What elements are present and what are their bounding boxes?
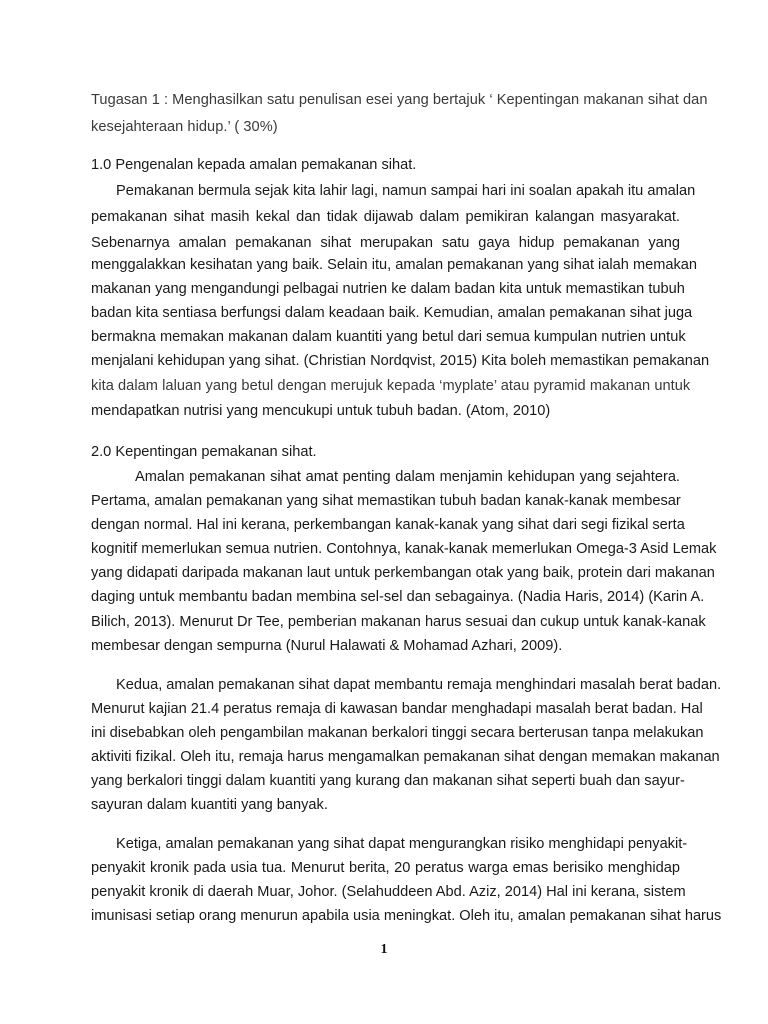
section2-para1-line: dengan normal. Hal ini kerana, perkembangan kanak-kanak yang sihat dari segi fizikal serta: [91, 517, 685, 533]
section2-para3-line: Ketiga, amalan pemakanan yang sihat dapat mengurangkan risiko menghidapi penyakit-: [116, 836, 688, 852]
section2-para1-line: yang didapati daripada makanan laut untuk perkembangan otak yang baik, protein dari makanan: [91, 565, 715, 581]
section2-para2-line: aktiviti fizikal. Oleh itu, remaja harus mengamalkan pemakanan sihat dengan memakan makanan: [91, 749, 720, 765]
section2-para2-line: sayuran dalam kuantiti yang banyak.: [91, 797, 328, 813]
section1-line: kita dalam laluan yang betul dengan merujuk kepada ‘myplate’ atau pyramid makanan untuk: [91, 378, 691, 394]
section2-para2-line: ini disebabkan oleh pengambilan makanan berkalori tinggi secara berterusan tanpa melakukan: [91, 725, 704, 741]
section1-line: menggalakkan kesihatan yang baik. Selain itu, amalan pemakanan yang sihat ialah memakan: [91, 257, 698, 273]
section2-para2-line: yang berkalori tinggi dalam kuantiti yang kurang dan makanan sihat seperti buah dan sayur-: [91, 773, 685, 789]
page-number: 1: [380, 942, 388, 957]
task-title-line-2: kesejahteraan hidup.’ ( 30%): [91, 119, 278, 135]
section1-line: makanan yang mengandungi pelbagai nutrien ke dalam badan kita untuk memastikan tubuh: [91, 281, 685, 297]
section2-para3-line: penyakit kronik pada usia tua. Menurut berita, 20 peratus warga emas berisiko menghidap: [91, 860, 680, 876]
section1-line: Pemakanan bermula sejak kita lahir lagi, namun sampai hari ini soalan apakah itu amalan: [116, 183, 696, 199]
section2-para1-line: membesar dengan sempurna (Nurul Halawati & Mohamad Azhari, 2009).: [91, 638, 563, 654]
section2-para1-line: daging untuk membantu badan membina sel-sel dan sebagainya. (Nadia Haris, 2014) (Karin A.: [91, 589, 705, 605]
section2-para3-line: imunisasi setiap orang menurun apabila usia meningkat. Oleh itu, amalan pemakanan sihat harus: [91, 908, 722, 924]
section2-para3-line: penyakit kronik di daerah Muar, Johor. (Selahuddeen Abd. Aziz, 2014) Hal ini kerana, sistem: [91, 884, 686, 900]
section1-line: Sebenarnya amalan pemakanan sihat merupakan satu gaya hidup pemakanan yang: [91, 235, 680, 251]
task-title-line-1: Tugasan 1 : Menghasilkan satu penulisan esei yang bertajuk ‘ Kepentingan makanan sihat dan: [91, 92, 708, 108]
section1-line: mendapatkan nutrisi yang mencukupi untuk tubuh badan. (Atom, 2010): [91, 403, 551, 419]
section2-para1-line: Bilich, 2013). Menurut Dr Tee, pemberian makanan harus sesuai dan cukup untuk kanak-kanak: [91, 614, 706, 630]
section1-line: bermakna memakan makanan dalam kuantiti yang betul dari semua kumpulan nutrien untuk: [91, 329, 686, 345]
section2-para1-line: Amalan pemakanan sihat amat penting dalam menjamin kehidupan yang sejahtera.: [135, 469, 680, 485]
section1-line: pemakanan sihat masih kekal dan tidak dijawab dalam pemikiran kalangan masyarakat.: [91, 209, 680, 225]
section1-line: badan kita sentiasa berfungsi dalam keadaan baik. Kemudian, amalan pemakanan sihat juga: [91, 305, 693, 321]
section2-para1-line: Pertama, amalan pemakanan yang sihat memastikan tubuh badan kanak-kanak membesar: [91, 493, 681, 509]
section2-heading: 2.0 Kepentingan pemakanan sihat.: [91, 444, 317, 460]
section2-para2-line: Kedua, amalan pemakanan sihat dapat membantu remaja menghindari masalah berat badan.: [116, 677, 722, 693]
section1-line: menjalani kehidupan yang sihat. (Christian Nordqvist, 2015) Kita boleh memastikan pemakanan: [91, 353, 710, 369]
section2-para1-line: kognitif memerlukan semua nutrien. Contohnya, kanak-kanak memerlukan Omega-3 Asid Lemak: [91, 541, 717, 557]
section2-para2-line: Menurut kajian 21.4 peratus remaja di kawasan bandar menghadapi masalah berat badan. Hal: [91, 701, 703, 717]
section1-heading: 1.0 Pengenalan kepada amalan pemakanan sihat.: [91, 157, 417, 173]
